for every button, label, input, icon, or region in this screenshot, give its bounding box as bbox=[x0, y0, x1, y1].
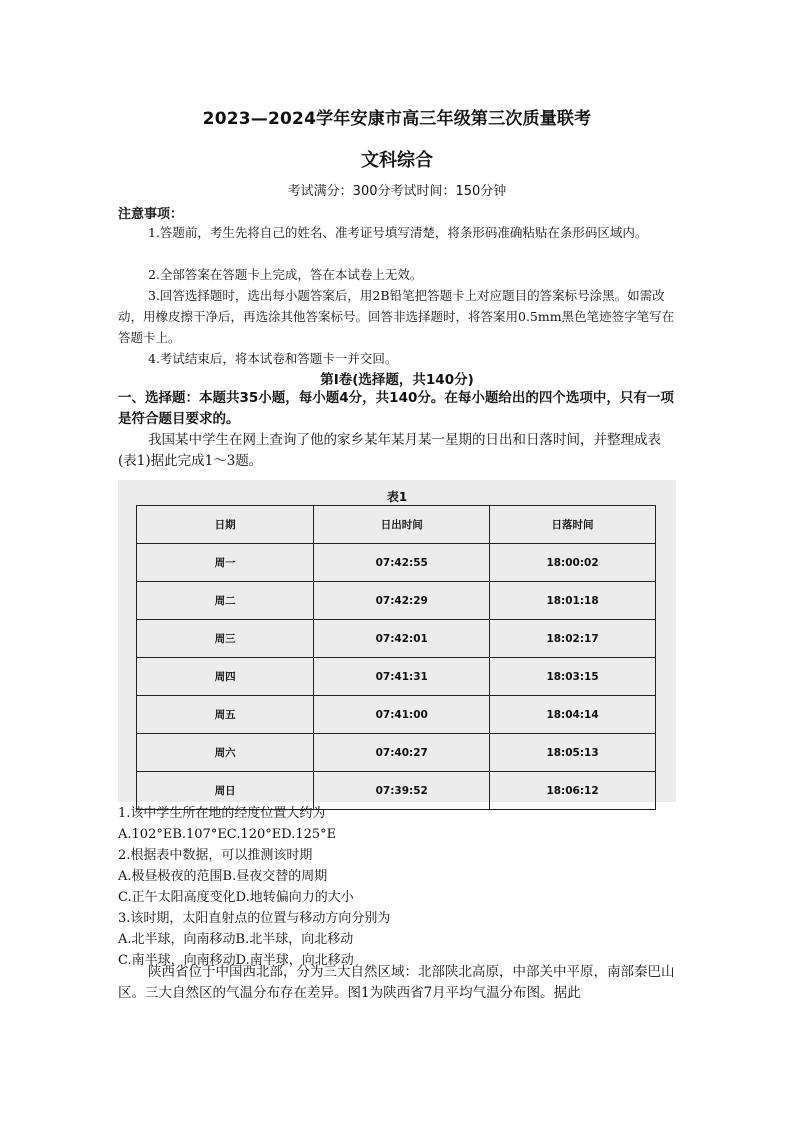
question-1-options: A.102°EB.107°EC.120°ED.125°E bbox=[118, 827, 337, 842]
table-row bbox=[137, 734, 656, 772]
passage-text: 陕西省位于中国西北部，分为三大自然区域：北部陕北高原，中部关中平原，南部秦巴山区。三大自然区的气温分布存在差异。图1为陕西省7月平均气温分布图。据此 bbox=[118, 964, 675, 1001]
cell-day: 周一 bbox=[137, 544, 314, 582]
exam-title: 2023—2024学年安康市高三年级第三次质量联考 bbox=[202, 109, 592, 129]
cell-sunset: 18:00:02 bbox=[490, 544, 656, 582]
section-heading: 一、选择题：本题共35小题，每小题4分，共140分。在每小题给出的四个选项中，只有一项是符合题目要求的。 bbox=[118, 390, 674, 427]
cell-sunset: 18:03:15 bbox=[490, 658, 656, 696]
exam-info: 考试满分：300分考试时间：150分钟 bbox=[287, 184, 507, 199]
note-item-4: 4.考试结束后，将本试卷和答题卡一并交回。 bbox=[148, 351, 398, 366]
cell-day: 周日 bbox=[137, 772, 314, 810]
question-1: 1.该中学生所在地的经度位置大约为 bbox=[118, 806, 326, 821]
table-row bbox=[137, 658, 656, 696]
sunrise-sunset-table bbox=[136, 505, 656, 810]
question-3-options-ab: A.北半球，向南移动B.北半球，向北移动 bbox=[118, 932, 354, 947]
cell-sunrise: 07:39:52 bbox=[314, 772, 490, 810]
note-item-3: 3.回答选择题时，选出每小题答案后，用2B铅笔把答题卡上对应题目的答案标号涂黑。如需改动，用橡皮擦干净后，再选涂其他答案标号。回答非选择题时，将答案用0.5mm黑色笔迹签字笔写在答题卡上。 bbox=[118, 288, 675, 345]
question-2-options-cd: C.正午太阳高度变化D.地转偏向力的大小 bbox=[118, 890, 354, 905]
table-row bbox=[137, 544, 656, 582]
notes-heading: 注意事项： bbox=[118, 207, 184, 222]
question-intro: 我国某中学生在网上查询了他的家乡某年某月某一星期的日出和日落时间，并整理成表(表1)据此完成1～3题。 bbox=[118, 432, 661, 469]
cell-sunrise: 07:42:01 bbox=[314, 620, 490, 658]
cell-sunrise: 07:42:29 bbox=[314, 582, 490, 620]
header-date: 日期 bbox=[137, 506, 314, 544]
cell-day: 周四 bbox=[137, 658, 314, 696]
question-2-options-ab: A.极昼极夜的范围B.昼夜交替的周期 bbox=[118, 869, 328, 884]
cell-sunset: 18:04:14 bbox=[490, 696, 656, 734]
header-sunrise: 日出时间 bbox=[314, 506, 490, 544]
cell-sunset: 18:02:17 bbox=[490, 620, 656, 658]
table-row bbox=[137, 696, 656, 734]
cell-sunrise: 07:41:31 bbox=[314, 658, 490, 696]
table-figure bbox=[118, 480, 676, 802]
table-header-row bbox=[137, 506, 656, 544]
cell-sunrise: 07:41:00 bbox=[314, 696, 490, 734]
cell-sunset: 18:01:18 bbox=[490, 582, 656, 620]
question-3-options-cd: C.南半球，向南移动D.南半球，向北移动 bbox=[118, 953, 354, 968]
header-sunset: 日落时间 bbox=[490, 506, 656, 544]
table-caption: 表1 bbox=[386, 490, 408, 504]
question-3: 3.该时期，太阳直射点的位置与移动方向分别为 bbox=[118, 911, 391, 926]
cell-day: 周三 bbox=[137, 620, 314, 658]
cell-sunrise: 07:42:55 bbox=[314, 544, 490, 582]
cell-sunset: 18:05:13 bbox=[490, 734, 656, 772]
note-item-2: 2.全部答案在答题卡上完成，答在本试卷上无效。 bbox=[148, 267, 423, 282]
cell-day: 周六 bbox=[137, 734, 314, 772]
cell-sunset: 18:06:12 bbox=[490, 772, 656, 810]
table-row bbox=[137, 582, 656, 620]
question-2: 2.根据表中数据，可以推测该时期 bbox=[118, 848, 313, 863]
subject-title: 文科综合 bbox=[361, 150, 433, 171]
cell-day: 周五 bbox=[137, 696, 314, 734]
note-item-1: 1.答题前，考生先将自己的姓名、准考证号填写清楚，将条形码准确粘贴在条形码区域内。 bbox=[148, 225, 648, 240]
table-row bbox=[137, 620, 656, 658]
part-title: 第Ⅰ卷(选择题，共140分) bbox=[320, 372, 474, 388]
cell-sunrise: 07:40:27 bbox=[314, 734, 490, 772]
cell-day: 周二 bbox=[137, 582, 314, 620]
